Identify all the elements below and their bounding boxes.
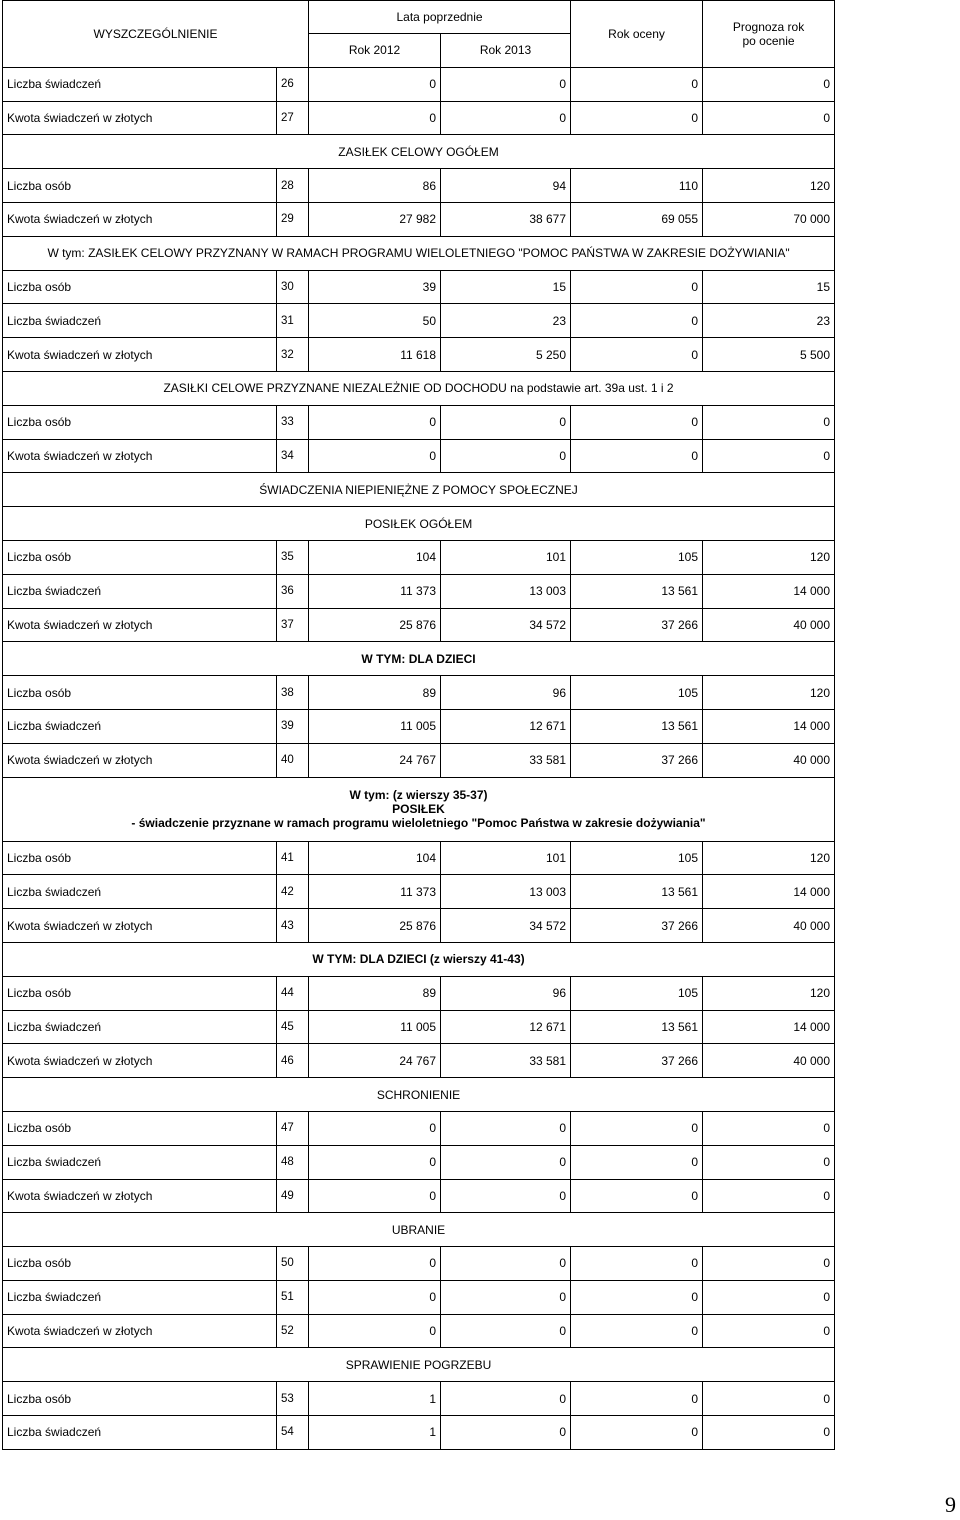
row-value: 0 <box>441 1280 571 1314</box>
row-value: 5 500 <box>703 338 835 372</box>
row-value: 40 000 <box>703 608 835 642</box>
section-row <box>3 642 835 676</box>
row-number: 37 <box>277 608 309 642</box>
row-value: 0 <box>571 1247 703 1281</box>
row-value: 110 <box>571 169 703 203</box>
table-row <box>3 709 835 743</box>
row-number: 52 <box>277 1314 309 1348</box>
header-forecast-line2: po ocenie <box>742 33 795 48</box>
row-value: 40 000 <box>703 909 835 943</box>
row-value: 1 <box>309 1382 441 1416</box>
row-value: 33 581 <box>441 1044 571 1078</box>
row-value: 15 <box>703 270 835 304</box>
row-value: 105 <box>571 540 703 574</box>
table-row <box>3 875 835 909</box>
section-heading: ZASIŁKI CELOWE PRZYZNANE NIEZALEŻNIE OD DOCHODU na podstawie art. 39a ust. 1 i 2 <box>3 371 835 405</box>
row-label: Liczba osób <box>3 841 277 875</box>
row-value: 104 <box>309 841 441 875</box>
row-value: 120 <box>703 169 835 203</box>
section-heading: W TYM: DLA DZIECI (z wierszy 41-43) <box>3 942 835 976</box>
header-forecast <box>703 1 835 68</box>
row-value: 11 373 <box>309 574 441 608</box>
row-value: 0 <box>441 1247 571 1281</box>
table-row <box>3 1247 835 1281</box>
row-label: Liczba osób <box>3 405 277 439</box>
table-row <box>3 574 835 608</box>
table-row <box>3 304 835 338</box>
row-value: 24 767 <box>309 1044 441 1078</box>
row-label: Kwota świadczeń w złotych <box>3 1314 277 1348</box>
row-value: 0 <box>703 1179 835 1213</box>
row-value: 0 <box>309 67 441 101</box>
row-value: 0 <box>441 1416 571 1450</box>
row-value: 69 055 <box>571 202 703 236</box>
section-heading: W TYM: DLA DZIECI <box>3 642 835 676</box>
header-rating-year: Rok oceny <box>571 1 703 68</box>
row-value: 0 <box>441 1179 571 1213</box>
row-value: 14 000 <box>703 574 835 608</box>
row-value: 14 000 <box>703 875 835 909</box>
row-value: 0 <box>571 67 703 101</box>
table-row <box>3 841 835 875</box>
row-value: 0 <box>309 1179 441 1213</box>
row-number: 51 <box>277 1280 309 1314</box>
row-value: 12 671 <box>441 709 571 743</box>
row-value: 0 <box>309 1111 441 1145</box>
row-value: 0 <box>571 1314 703 1348</box>
row-number: 35 <box>277 540 309 574</box>
row-label: Kwota świadczeń w złotych <box>3 608 277 642</box>
section-heading: SCHRONIENIE <box>3 1078 835 1112</box>
row-number: 29 <box>277 202 309 236</box>
row-label: Liczba osób <box>3 1247 277 1281</box>
row-value: 25 876 <box>309 608 441 642</box>
row-value: 0 <box>441 1314 571 1348</box>
row-value: 0 <box>703 1314 835 1348</box>
section-row <box>3 777 835 841</box>
row-value: 23 <box>703 304 835 338</box>
row-value: 0 <box>309 439 441 473</box>
row-value: 0 <box>571 304 703 338</box>
section-row <box>3 507 835 541</box>
row-value: 120 <box>703 841 835 875</box>
row-value: 0 <box>309 405 441 439</box>
row-number: 26 <box>277 67 309 101</box>
section-heading-multiline <box>3 777 835 841</box>
row-value: 38 677 <box>441 202 571 236</box>
row-value: 0 <box>309 101 441 135</box>
row-label: Liczba świadczeń <box>3 574 277 608</box>
section-row <box>3 1078 835 1112</box>
section-row <box>3 1348 835 1382</box>
table-row <box>3 1179 835 1213</box>
row-label: Kwota świadczeń w złotych <box>3 101 277 135</box>
row-value: 0 <box>703 439 835 473</box>
row-label: Kwota świadczeń w złotych <box>3 338 277 372</box>
row-label: Liczba świadczeń <box>3 709 277 743</box>
row-number: 42 <box>277 875 309 909</box>
row-value: 11 373 <box>309 875 441 909</box>
row-label: Liczba świadczeń <box>3 304 277 338</box>
row-value: 12 671 <box>441 1010 571 1044</box>
header-description: WYSZCZEGÓLNIENIE <box>3 1 309 68</box>
row-label: Liczba świadczeń <box>3 1145 277 1179</box>
row-value: 40 000 <box>703 743 835 777</box>
table-row <box>3 405 835 439</box>
statistics-table <box>2 0 835 1450</box>
row-number: 27 <box>277 101 309 135</box>
row-value: 0 <box>571 101 703 135</box>
row-value: 0 <box>441 439 571 473</box>
row-label: Liczba świadczeń <box>3 1416 277 1450</box>
section-row <box>3 1213 835 1247</box>
row-value: 0 <box>571 405 703 439</box>
row-value: 37 266 <box>571 743 703 777</box>
row-number: 32 <box>277 338 309 372</box>
row-value: 0 <box>703 1416 835 1450</box>
row-number: 50 <box>277 1247 309 1281</box>
row-value: 105 <box>571 841 703 875</box>
row-number: 47 <box>277 1111 309 1145</box>
row-number: 40 <box>277 743 309 777</box>
table-row <box>3 270 835 304</box>
row-label: Liczba osób <box>3 976 277 1010</box>
row-value: 14 000 <box>703 709 835 743</box>
row-value: 0 <box>441 1382 571 1416</box>
header-previous-years: Lata poprzednie <box>309 1 571 34</box>
section-heading: POSIŁEK OGÓŁEM <box>3 507 835 541</box>
row-label: Liczba osób <box>3 270 277 304</box>
row-label: Liczba osób <box>3 169 277 203</box>
row-value: 0 <box>703 405 835 439</box>
section-row <box>3 942 835 976</box>
section-heading: ŚWIADCZENIA NIEPIENIĘŻNE Z POMOCY SPOŁECZNEJ <box>3 473 835 507</box>
row-number: 46 <box>277 1044 309 1078</box>
row-value: 40 000 <box>703 1044 835 1078</box>
row-value: 13 561 <box>571 875 703 909</box>
row-value: 13 003 <box>441 875 571 909</box>
row-label: Liczba osób <box>3 540 277 574</box>
row-value: 89 <box>309 676 441 710</box>
row-value: 0 <box>571 1145 703 1179</box>
row-value: 0 <box>309 1145 441 1179</box>
row-value: 37 266 <box>571 909 703 943</box>
row-value: 89 <box>309 976 441 1010</box>
table-row <box>3 540 835 574</box>
table-row <box>3 101 835 135</box>
row-number: 39 <box>277 709 309 743</box>
row-value: 96 <box>441 676 571 710</box>
row-value: 120 <box>703 540 835 574</box>
row-value: 34 572 <box>441 608 571 642</box>
row-value: 0 <box>571 1382 703 1416</box>
row-value: 0 <box>703 1145 835 1179</box>
row-value: 0 <box>703 1280 835 1314</box>
table-row <box>3 439 835 473</box>
row-value: 104 <box>309 540 441 574</box>
row-number: 34 <box>277 439 309 473</box>
row-value: 13 561 <box>571 574 703 608</box>
row-number: 43 <box>277 909 309 943</box>
row-value: 120 <box>703 976 835 1010</box>
row-label: Kwota świadczeń w złotych <box>3 909 277 943</box>
row-number: 53 <box>277 1382 309 1416</box>
header-forecast-line1: Prognoza rok <box>732 19 805 34</box>
row-value: 0 <box>441 67 571 101</box>
table-row <box>3 909 835 943</box>
section-heading: W tym: ZASIŁEK CELOWY PRZYZNANY W RAMACH PROGRAMU WIELOLETNIEGO "POMOC PAŃSTWA W ZAKRESIE DOŻYWIANIA" <box>3 236 835 270</box>
row-value: 1 <box>309 1416 441 1450</box>
section-row <box>3 236 835 270</box>
row-number: 41 <box>277 841 309 875</box>
row-value: 0 <box>703 1247 835 1281</box>
section-heading: ZASIŁEK CELOWY OGÓŁEM <box>3 135 835 169</box>
row-value: 27 982 <box>309 202 441 236</box>
row-value: 11 005 <box>309 1010 441 1044</box>
row-label: Kwota świadczeń w złotych <box>3 1044 277 1078</box>
table-row <box>3 676 835 710</box>
header-year-2013: Rok 2013 <box>441 34 571 68</box>
row-number: 33 <box>277 405 309 439</box>
row-number: 28 <box>277 169 309 203</box>
table-row <box>3 743 835 777</box>
table-row <box>3 1382 835 1416</box>
row-value: 0 <box>571 1179 703 1213</box>
row-number: 54 <box>277 1416 309 1450</box>
row-value: 11 005 <box>309 709 441 743</box>
row-value: 105 <box>571 676 703 710</box>
row-number: 36 <box>277 574 309 608</box>
row-value: 15 <box>441 270 571 304</box>
table-row <box>3 608 835 642</box>
row-value: 0 <box>703 1111 835 1145</box>
section-heading: UBRANIE <box>3 1213 835 1247</box>
row-value: 24 767 <box>309 743 441 777</box>
table-row <box>3 976 835 1010</box>
row-value: 0 <box>571 1416 703 1450</box>
row-value: 0 <box>441 405 571 439</box>
row-label: Liczba świadczeń <box>3 875 277 909</box>
row-value: 0 <box>571 338 703 372</box>
row-value: 0 <box>441 1145 571 1179</box>
row-label: Liczba świadczeń <box>3 1280 277 1314</box>
row-value: 105 <box>571 976 703 1010</box>
row-value: 25 876 <box>309 909 441 943</box>
table-row <box>3 1314 835 1348</box>
row-value: 37 266 <box>571 608 703 642</box>
row-value: 70 000 <box>703 202 835 236</box>
row-value: 101 <box>441 841 571 875</box>
row-value: 120 <box>703 676 835 710</box>
section-heading: SPRAWIENIE POGRZEBU <box>3 1348 835 1382</box>
row-label: Liczba osób <box>3 676 277 710</box>
row-value: 0 <box>309 1247 441 1281</box>
row-number: 30 <box>277 270 309 304</box>
row-label: Liczba osób <box>3 1111 277 1145</box>
row-value: 0 <box>309 1280 441 1314</box>
section-heading-line: W tym: (z wierszy 35-37) <box>349 788 488 803</box>
row-value: 23 <box>441 304 571 338</box>
row-number: 31 <box>277 304 309 338</box>
row-value: 0 <box>441 1111 571 1145</box>
section-row <box>3 371 835 405</box>
table-row <box>3 338 835 372</box>
row-label: Kwota świadczeń w złotych <box>3 439 277 473</box>
row-value: 13 561 <box>571 1010 703 1044</box>
row-value: 0 <box>703 67 835 101</box>
row-value: 94 <box>441 169 571 203</box>
row-label: Kwota świadczeń w złotych <box>3 202 277 236</box>
table-row <box>3 1145 835 1179</box>
table-row <box>3 1010 835 1044</box>
row-number: 38 <box>277 676 309 710</box>
row-value: 0 <box>571 270 703 304</box>
row-value: 39 <box>309 270 441 304</box>
row-value: 50 <box>309 304 441 338</box>
row-label: Liczba świadczeń <box>3 1010 277 1044</box>
table-row <box>3 1280 835 1314</box>
table-row <box>3 202 835 236</box>
row-label: Kwota świadczeń w złotych <box>3 743 277 777</box>
row-value: 86 <box>309 169 441 203</box>
row-value: 5 250 <box>441 338 571 372</box>
row-label: Liczba osób <box>3 1382 277 1416</box>
row-value: 13 561 <box>571 709 703 743</box>
row-value: 13 003 <box>441 574 571 608</box>
row-value: 0 <box>571 1111 703 1145</box>
row-value: 37 266 <box>571 1044 703 1078</box>
row-label: Kwota świadczeń w złotych <box>3 1179 277 1213</box>
row-value: 0 <box>703 1382 835 1416</box>
section-heading-line: POSIŁEK <box>392 802 445 817</box>
row-value: 0 <box>441 101 571 135</box>
table-row <box>3 1416 835 1450</box>
table-row <box>3 67 835 101</box>
row-value: 33 581 <box>441 743 571 777</box>
row-value: 14 000 <box>703 1010 835 1044</box>
section-row <box>3 135 835 169</box>
row-value: 101 <box>441 540 571 574</box>
table-row <box>3 169 835 203</box>
row-value: 96 <box>441 976 571 1010</box>
table-row <box>3 1044 835 1078</box>
section-heading-line: - świadczenie przyznane w ramach programu wieloletniego "Pomoc Państwa w zakresie dożywiania" <box>131 816 706 831</box>
row-value: 0 <box>571 439 703 473</box>
row-number: 49 <box>277 1179 309 1213</box>
page-number: 9 <box>945 1492 956 1517</box>
row-number: 48 <box>277 1145 309 1179</box>
row-value: 34 572 <box>441 909 571 943</box>
row-value: 11 618 <box>309 338 441 372</box>
section-row <box>3 473 835 507</box>
row-value: 0 <box>571 1280 703 1314</box>
row-label: Liczba świadczeń <box>3 67 277 101</box>
header-year-2012: Rok 2012 <box>309 34 441 68</box>
row-number: 45 <box>277 1010 309 1044</box>
table-row <box>3 1111 835 1145</box>
row-number: 44 <box>277 976 309 1010</box>
row-value: 0 <box>703 101 835 135</box>
row-value: 0 <box>309 1314 441 1348</box>
table-body <box>3 67 835 1449</box>
